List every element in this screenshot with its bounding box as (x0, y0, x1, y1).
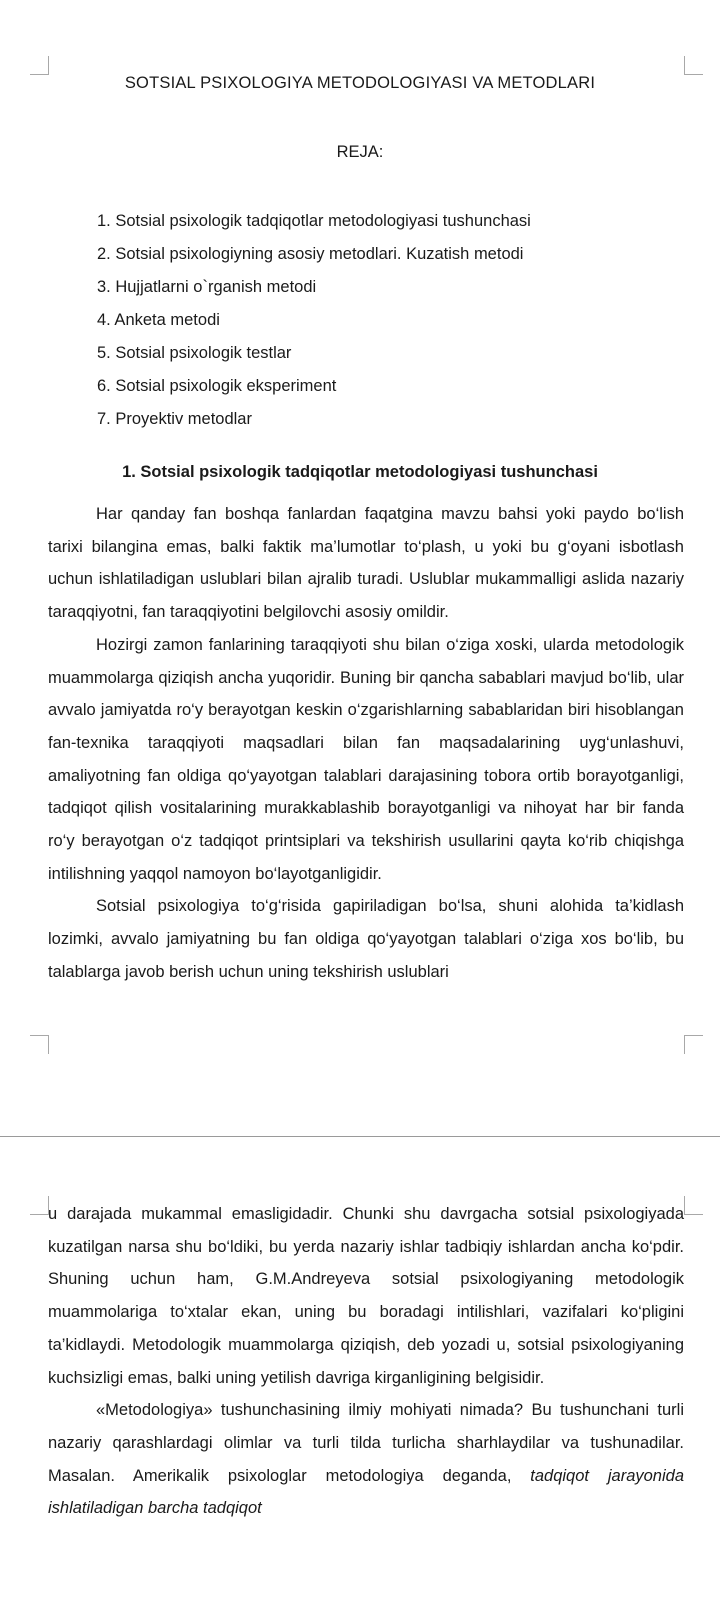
section-heading: 1. Sotsial psixologik tadqiqotlar metodologiyasi tushunchasi (122, 463, 598, 481)
plan-heading: REJA: (336, 143, 384, 161)
paragraph: Sotsial psixologiya to‘g‘risida gapiriladigan bo‘lsa, shuni alohida ta’kidlash lozimki, avvalo jamiyatning bu fan oldiga qo‘yayotgan talablari o‘ziga xos bo‘lib, bu talablarga javob berish uchun uning tekshirish uslublari (48, 897, 684, 981)
plan-item: 1. Sotsial psixologik tadqiqotlar metodologiyasi tushunchasi (97, 212, 531, 230)
paragraph-text: «Metodologiya» tushunchasining ilmiy mohiyati nimada? Bu tushunchani turli nazariy qarashlardagi olimlar va turli tilda turlicha sharhlaydilar va tushunadilar. Masalan. Amerikalik psixologlar metodologiya deganda, (48, 1401, 684, 1485)
page-corner-mark (684, 1035, 703, 1054)
page-corner-mark (30, 1035, 49, 1054)
page-separator (0, 1136, 720, 1137)
paragraph: Hozirgi zamon fanlarining taraqqiyoti shu bilan o‘ziga xoski, ularda metodologik muammolarga qiziqish ancha yuqoridir. Buning bir qancha sabablari mavjud bo‘lib, ular avvalo jamiyatda ro‘y berayotgan keskin o‘zgarishlarning sabablaridan biri hisoblangan fan-texnika taraqqiyoti maqsadlari bilan fan maqsadalarining uyg‘unlashuvi, amaliyotning fan oldiga qo‘yayotgan talablari darajasining tobora ortib borayotganligi, tadqiqot qilish vositalarining murakkablashib borayotganligi va nihoyat har bir fanda ro‘y berayotgan o‘z tadqiqot printsiplari va tekshirish usullarini qayta ko‘rib chiqishga intilishning yaqqol namoyon bo‘layotganligidir. (48, 635, 684, 883)
page-gap (0, 1108, 720, 1188)
plan-item: 5. Sotsial psixologik testlar (97, 344, 292, 362)
plan-item: 3. Hujjatlarni o`rganish metodi (97, 278, 317, 296)
page-corner-mark (684, 56, 703, 75)
document-title: SOTSIAL PSIXOLOGIYA METODOLOGIYASI VA METODLARI (124, 74, 596, 92)
plan-item: 2. Sotsial psixologiyning asosiy metodlari. Kuzatish metodi (97, 245, 524, 263)
page-corner-mark (30, 1196, 49, 1215)
page-corner-mark (684, 1196, 703, 1215)
paragraph: u darajada mukammal emasligidadir. Chunki shu davrgacha sotsial psixologiyada kuzatilgan narsa shu bo‘ldiki, bu yerda nazariy ishlar tadbiqiy ishlardan ancha ko‘pdir. Shuning uchun ham, G.M.Andreyeva sotsial psixologiyaning metodologik muammolariga to‘xtalar ekan, uning bu boradagi intilishlari, vazifalari ko‘pligini ta’kidlaydi. Metodologik muammolarga qiziqish, deb yozadi u, sotsial psixologiyaning kuchsizligi emas, balki uning yetilish davriga kirganligining belgisidir. (48, 1205, 684, 1387)
paragraph: Har qanday fan boshqa fanlardan faqatgina mavzu bahsi yoki paydo bo‘lish tarixi bilangina emas, balki faktik ma’lumotlar to‘plash, u yoki bu g‘oyani isbotlash uchun ishlatiladigan uslublari bilan ajralib turadi. Uslublar mukammalligi aslida nazariy taraqqiyotni, fan taraqqiyotini belgilovchi asosiy omildir. (48, 505, 684, 622)
page-corner-mark (30, 56, 49, 75)
plan-item: 7. Proyektiv metodlar (97, 410, 252, 428)
page-1-body (48, 498, 684, 989)
plan-item: 6. Sotsial psixologik eksperiment (97, 377, 337, 395)
plan-item: 4. Anketa metodi (97, 311, 220, 329)
page-2-body (48, 1198, 684, 1525)
paragraph-italic-text: tadqiqot jarayonida ishlatiladigan barcha tadqiqot (48, 1466, 684, 1518)
paragraph (48, 1394, 684, 1525)
plan-list (97, 205, 531, 436)
